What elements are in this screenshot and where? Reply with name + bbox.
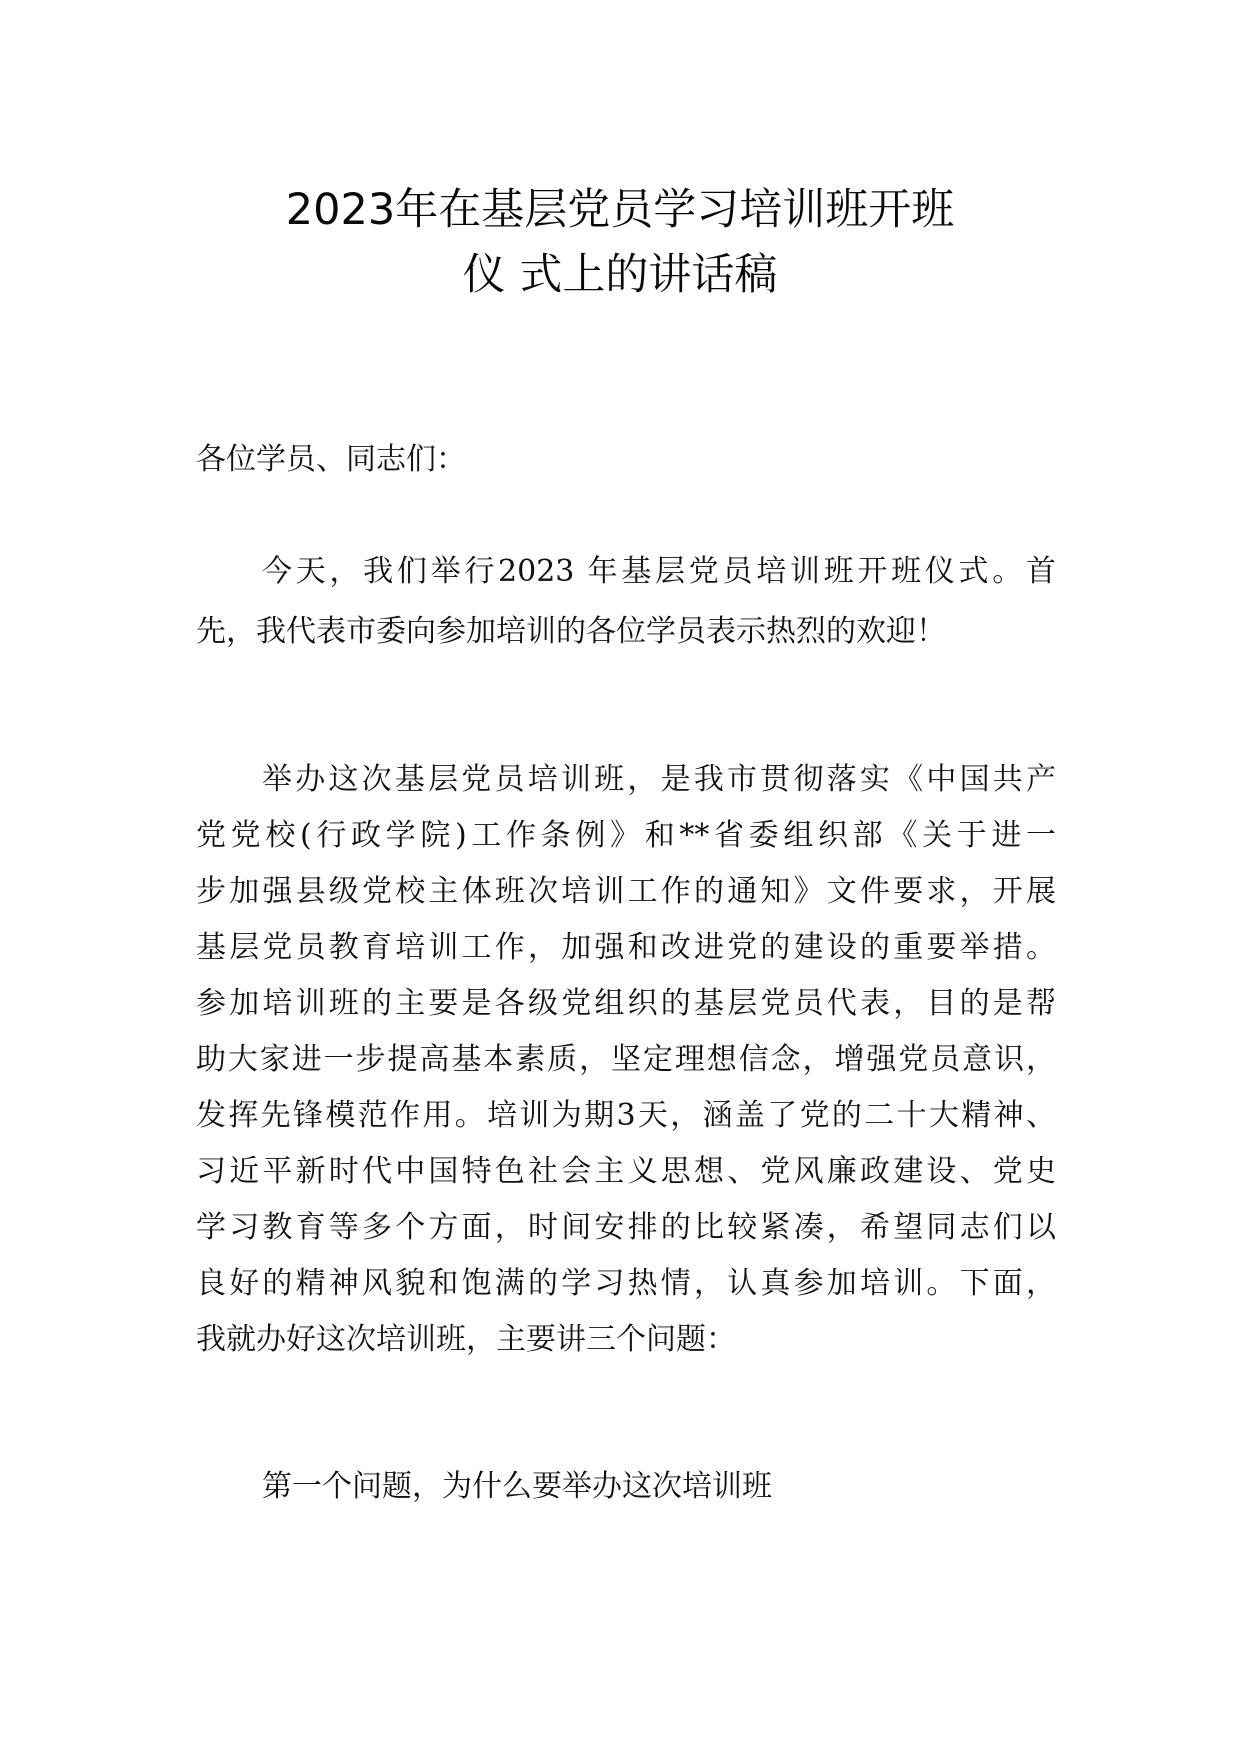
paragraph-2-line-1: 举办这次基层党员培训班，是我市贯彻落实《中国共产 [262,762,1056,797]
document-title-line-1: 2023年在基层党员学习培训班开班 [285,185,955,235]
paragraph-2-line-7: 发挥先锋模范作用。培训为期3天，涵盖了党的二十大精神、 [196,1098,1056,1133]
salutation: 各位学员、同志们： [196,442,466,477]
paragraph-1-line-2: 先，我代表市委向参加培训的各位学员表示热烈的欢迎！ [196,614,946,649]
paragraph-2-line-10: 良好的精神风貌和饱满的学习热情，认真参加培训。下面， [196,1266,1056,1301]
section-heading: 第一个问题，为什么要举办这次培训班 [262,1469,772,1504]
paragraph-2-line-8: 习近平新时代中国特色社会主义思想、党风廉政建设、党史 [196,1154,1056,1189]
document-title-line-2: 仪 式上的讲话稿 [462,250,778,300]
paragraph-1-line-1: 今天，我们举行2023 年基层党员培训班开班仪式。首 [262,554,1056,589]
paragraph-2-line-5: 参加培训班的主要是各级党组织的基层党员代表，目的是帮 [196,986,1056,1021]
paragraph-2-line-11: 我就办好这次培训班，主要讲三个问题： [196,1322,736,1357]
paragraph-2-line-4: 基层党员教育培训工作，加强和改进党的建设的重要举措。 [196,930,1056,965]
paragraph-2-line-2: 党党校(行政学院)工作条例》和**省委组织部《关于进一 [196,818,1056,853]
paragraph-2-line-6: 助大家进一步提高基本素质，坚定理想信念，增强党员意识， [196,1042,1056,1077]
paragraph-2-line-9: 学习教育等多个方面，时间安排的比较紧凑，希望同志们以 [196,1210,1056,1245]
paragraph-2-line-3: 步加强县级党校主体班次培训工作的通知》文件要求，开展 [196,874,1056,909]
